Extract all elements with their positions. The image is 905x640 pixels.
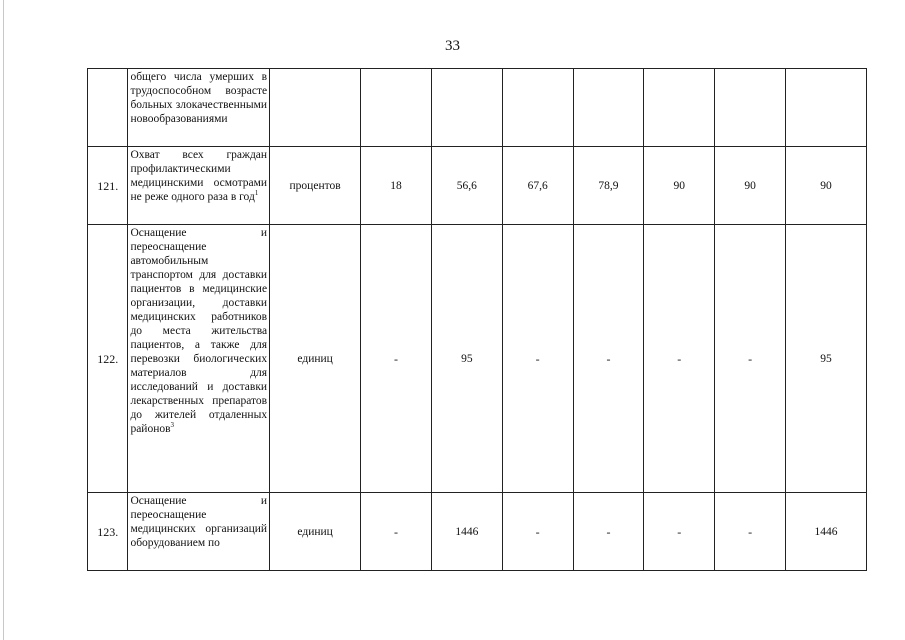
- cell-unit: [270, 69, 361, 147]
- page-number: 33: [445, 38, 460, 54]
- cell-value: -: [644, 493, 715, 571]
- indicators-table: [87, 68, 867, 571]
- cell-value: -: [361, 225, 432, 493]
- cell-value: 90: [644, 147, 715, 225]
- cell-num: 122.: [88, 225, 128, 493]
- cell-value: -: [502, 493, 573, 571]
- cell-unit: единиц: [270, 225, 361, 493]
- name-text: Охват всех граждан профилактическими медицинскими осмотрами не реже одного раза в год: [130, 149, 268, 203]
- cell-value: [502, 69, 573, 147]
- cell-value: 1446: [786, 493, 867, 571]
- cell-value: -: [715, 493, 786, 571]
- page-left-edge: [3, 0, 4, 640]
- footnote-mark: 3: [170, 421, 175, 430]
- cell-value: 56,6: [431, 147, 502, 225]
- table-row: [88, 493, 867, 571]
- cell-value: -: [573, 493, 644, 571]
- cell-num: [88, 69, 128, 147]
- name-text: Оснащение и переоснащение автомобильным транспортом для доставки пациентов в медицинские организации, доставки медицинских работников до места жительства пациентов, а также для перевозки биологических материалов для исследований и доставки лекарственных препаратов до жителей отдаленных районов: [130, 227, 268, 435]
- cell-value: 18: [361, 147, 432, 225]
- cell-value: -: [644, 225, 715, 493]
- cell-value: 67,6: [502, 147, 573, 225]
- cell-value: -: [573, 225, 644, 493]
- cell-value: [573, 69, 644, 147]
- cell-num: 121.: [88, 147, 128, 225]
- cell-name: [128, 225, 270, 493]
- cell-value: -: [715, 225, 786, 493]
- table-row: [88, 225, 867, 493]
- table-row: [88, 147, 867, 225]
- cell-name: общего числа умерших в трудоспособном возрасте больных злокачественными новообразованиями: [128, 69, 270, 147]
- cell-value: [431, 69, 502, 147]
- cell-unit: единиц: [270, 493, 361, 571]
- cell-value: [715, 69, 786, 147]
- cell-value: 1446: [431, 493, 502, 571]
- cell-name: [128, 147, 270, 225]
- cell-unit: процентов: [270, 147, 361, 225]
- cell-name: [128, 493, 270, 571]
- cell-value: 90: [786, 147, 867, 225]
- cell-value: 95: [431, 225, 502, 493]
- cell-num: 123.: [88, 493, 128, 571]
- cell-value: [644, 69, 715, 147]
- cell-value: [786, 69, 867, 147]
- footnote-mark: 1: [254, 189, 259, 198]
- continuation-row: [88, 69, 867, 147]
- cell-value: -: [361, 493, 432, 571]
- cell-value: 78,9: [573, 147, 644, 225]
- name-text: Оснащение и переоснащение медицинских организаций оборудованием по: [130, 495, 268, 549]
- cell-value: 95: [786, 225, 867, 493]
- cell-value: -: [502, 225, 573, 493]
- cell-value: [361, 69, 432, 147]
- cell-value: 90: [715, 147, 786, 225]
